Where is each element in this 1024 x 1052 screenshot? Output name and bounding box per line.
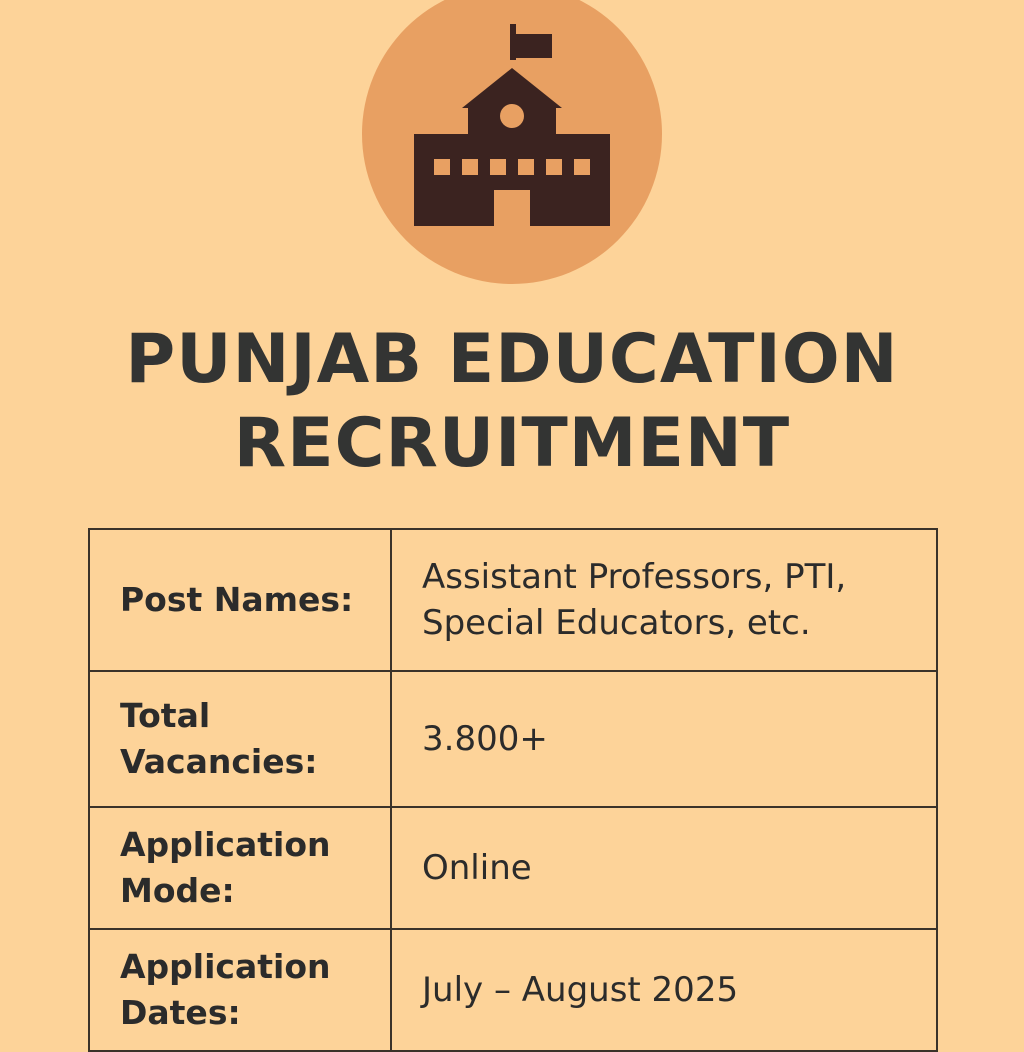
school-building-icon xyxy=(362,0,662,284)
row-label: Application Mode: xyxy=(89,807,391,929)
row-label: Application Dates: xyxy=(89,929,391,1051)
row-value: Assistant Professors, PTI, Special Educators, etc. xyxy=(391,529,937,671)
page-title xyxy=(0,318,1024,486)
recruitment-details-table xyxy=(88,528,938,1052)
row-label: Total Vacancies: xyxy=(89,671,391,807)
title-line-1: PUNJAB EDUCATION xyxy=(125,320,899,399)
row-value: July – August 2025 xyxy=(391,929,937,1051)
row-label: Post Names: xyxy=(89,529,391,671)
school-emblem xyxy=(362,0,662,284)
row-value: 3.800+ xyxy=(391,671,937,807)
table-row xyxy=(89,529,937,671)
row-value: Online xyxy=(391,807,937,929)
table-row xyxy=(89,929,937,1051)
table-row xyxy=(89,807,937,929)
table-row xyxy=(89,671,937,807)
title-line-2: RECRUITMENT xyxy=(233,404,791,483)
